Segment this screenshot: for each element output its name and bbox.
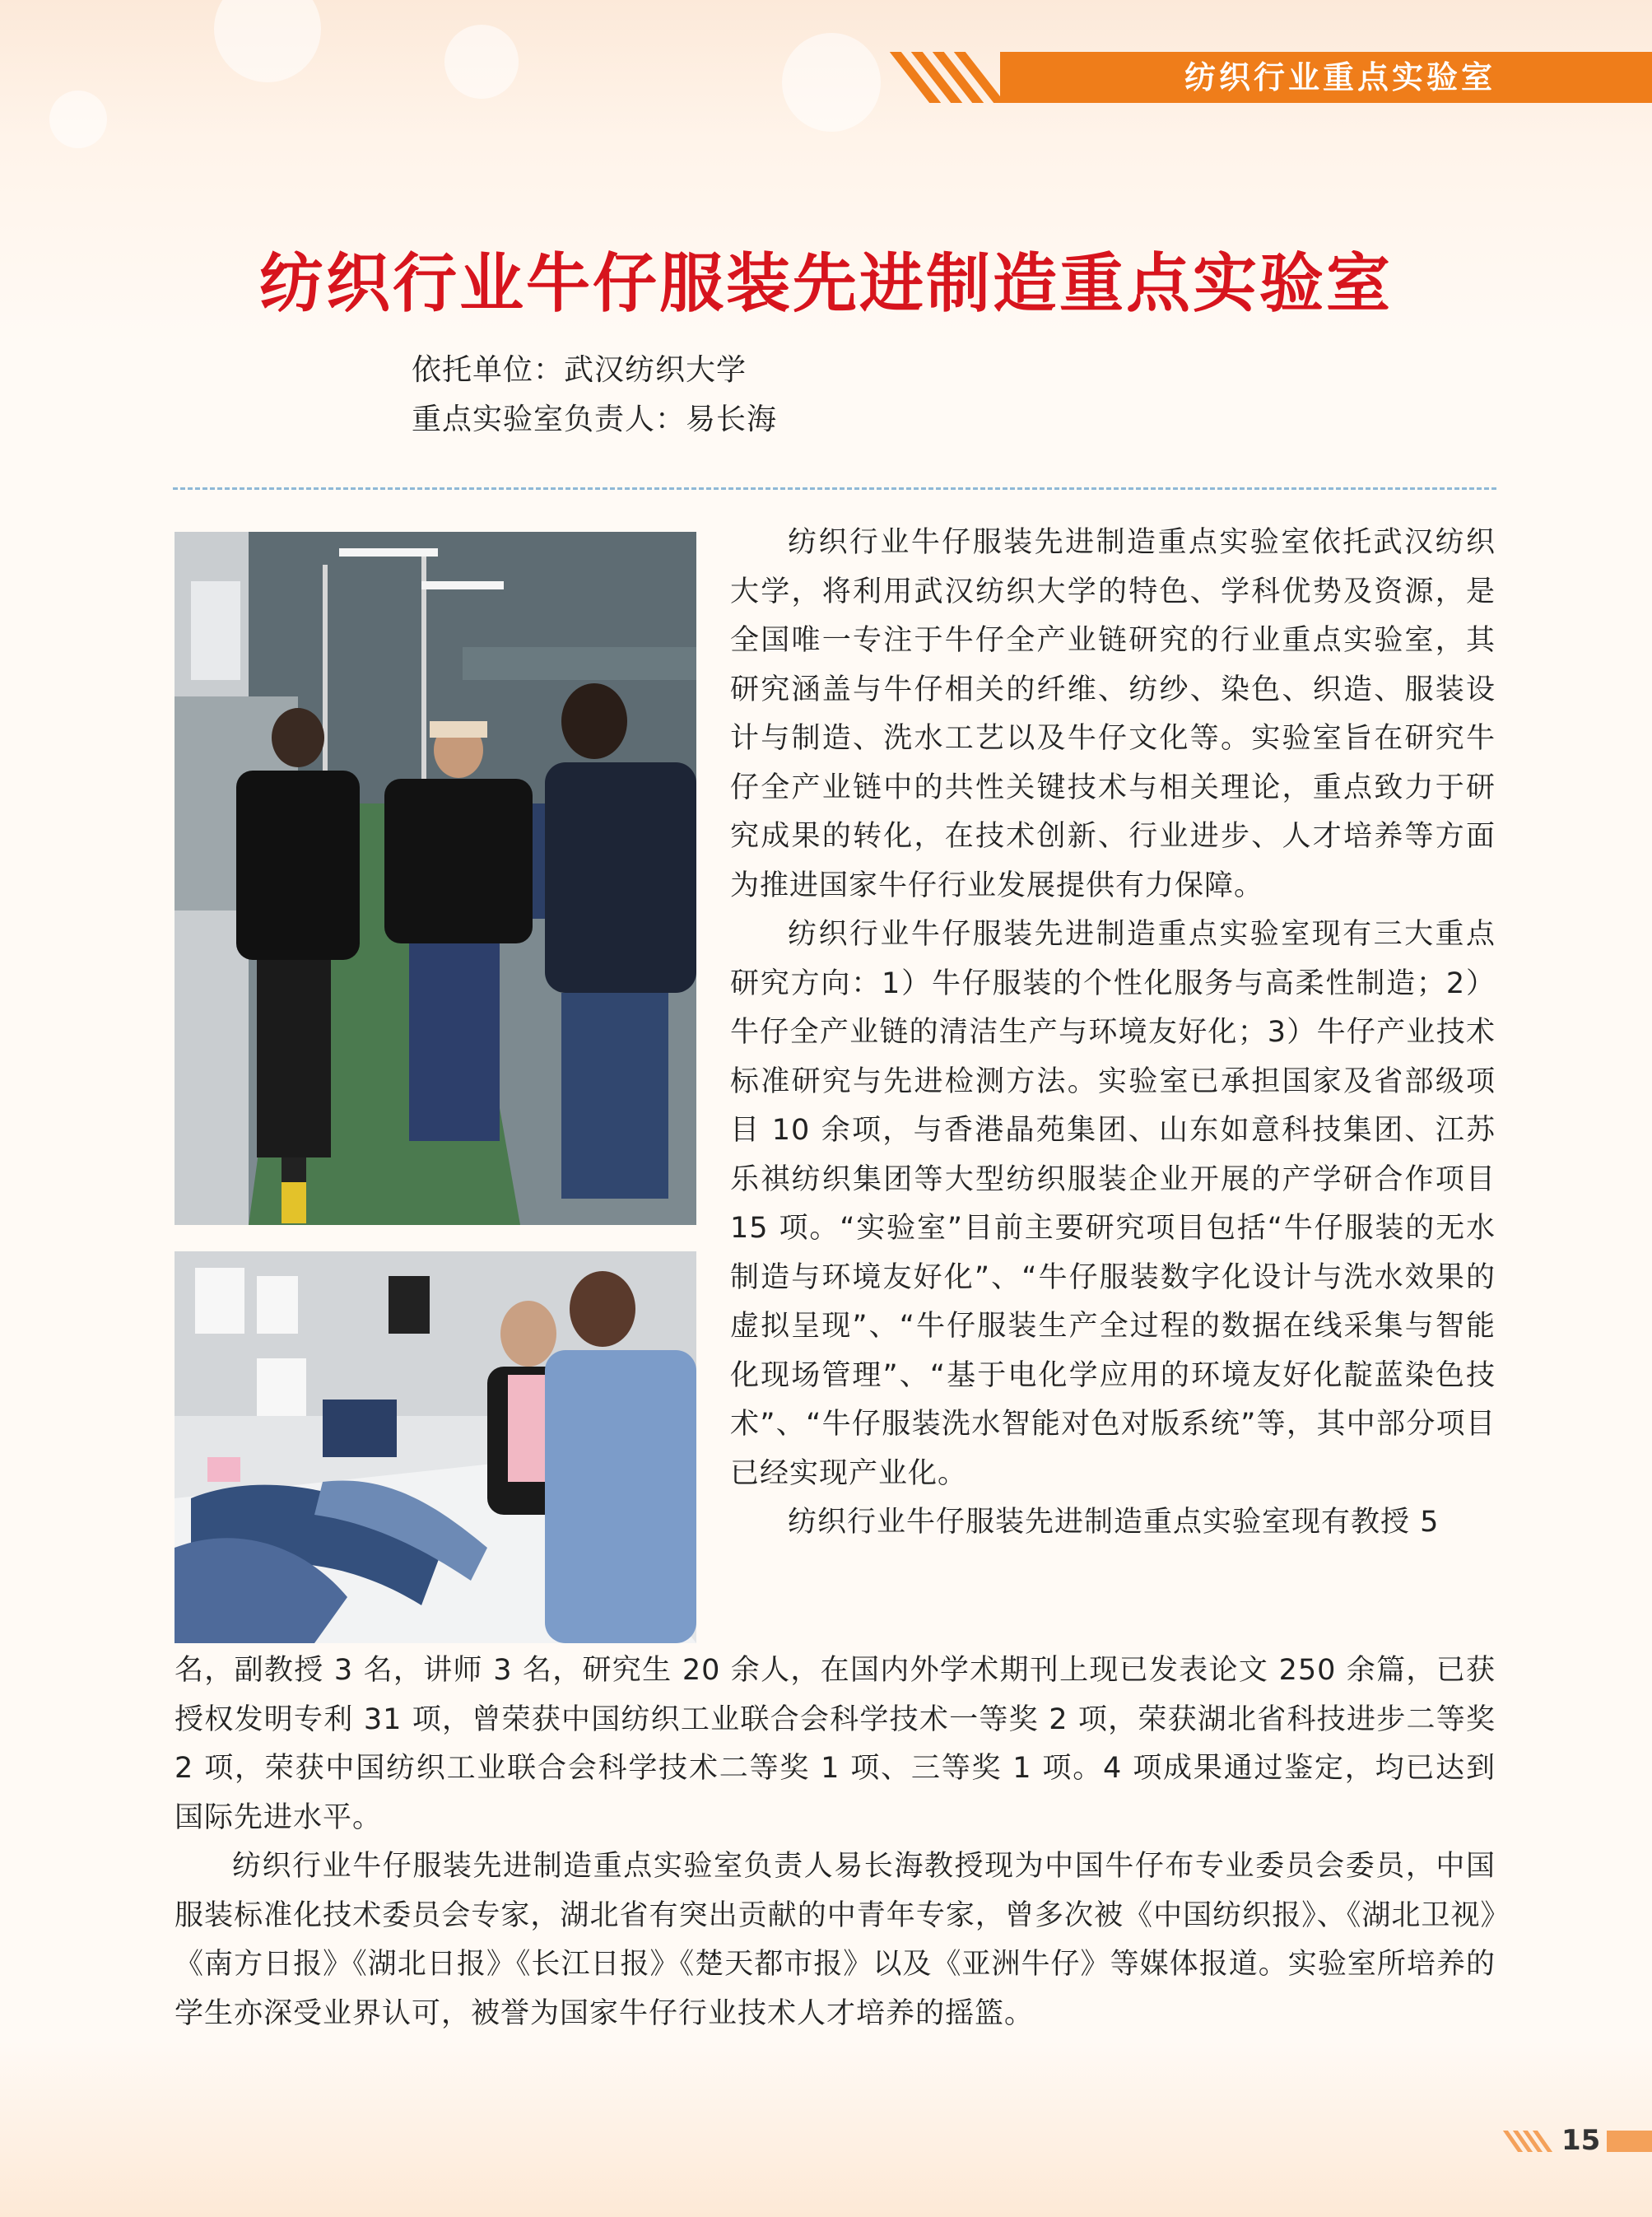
host-unit: 依托单位：武汉纺织大学 [412, 353, 747, 387]
lab-director: 重点实验室负责人：易长海 [412, 403, 778, 436]
dashed-divider [173, 487, 1496, 490]
page-number: 15 [1561, 2124, 1601, 2157]
body-paragraph-4: 纺织行业牛仔服装先进制造重点实验室负责人易长海教授现为中国牛仔布专业委员会委员，中国服装标准化技术委员会专家，湖北省有突出贡献的中青年专家，曾多次被《中国纺织报》、《湖北卫视》《南方日报》《湖北日报》《长江日报》《楚天都市报》以及《亚洲牛仔》等媒体报道。实验室所培养的学生亦深受业界认可，被誉为国家牛仔行业技术人才培养的摇篮。 [175, 1850, 1496, 2030]
article-body-full [175, 1646, 1496, 2038]
bokeh-decoration [214, 0, 321, 82]
section-banner [893, 52, 1652, 103]
body-paragraph-1: 纺织行业牛仔服装先进制造重点实验室依托武汉纺织大学，将利用武汉纺织大学的特色、学科优势及资源，是全国唯一专注于牛仔全产业链研究的行业重点实验室，其研究涵盖与牛仔相关的纤维、纺纱、染色、织造、服装设计与制造、洗水工艺以及牛仔文化等。实验室旨在研究牛仔全产业链中的共性关键技术与相关理论，重点致力于研究成果的转化，在技术创新、行业进步、人才培养等方面为推进国家牛仔行业发展提供有力保障。 [730, 526, 1496, 902]
page-footer [1504, 2124, 1652, 2157]
body-paragraph-3-cont: 名，副教授 3 名，讲师 3 名，研究生 20 余人，在国内外学术期刊上现已发表论文 250 余篇，已获授权发明专利 31 项，曾荣获中国纺织工业联合会科学技术一等奖 2 项，荣获湖北省科技进步二等奖 2 项，荣获中国纺织工业联合会科学技术二等奖 1 项、三等奖 1 项。4 项成果通过鉴定，均已达到国际先进水平。 [175, 1654, 1496, 1834]
jeans-inspection-photo [175, 1251, 696, 1643]
bokeh-decoration [49, 91, 107, 148]
footer-strip [1607, 2131, 1652, 2152]
article-title: 纺织行业牛仔服装先进制造重点实验室 [258, 247, 1393, 321]
article-body-column [730, 519, 1496, 1548]
bokeh-decoration [782, 33, 881, 132]
body-paragraph-2: 纺织行业牛仔服装先进制造重点实验室现有三大重点研究方向：1）牛仔服装的个性化服务与高柔性制造；2）牛仔全产业链的清洁生产与环境友好化；3）牛仔产业技术标准研究与先进检测方法。实验室已承担国家及省部级项目 10 余项，与香港晶苑集团、山东如意科技集团、江苏乐祺纺织集团等大型纺织服装企业开展的产学研合作项目 15 项。“实验室”目前主要研究项目包括“牛仔服装的无水制造与环境友好化”、“牛仔服装数字化设计与洗水效果的虚拟呈现”、“牛仔服装生产全过程的数据在线采集与智能化现场管理”、“基于电化学应用的环境友好化靛蓝染色技术”、“牛仔服装洗水智能对色对版系统”等，其中部分项目已经实现产业化。 [730, 918, 1496, 1490]
bokeh-decoration [444, 25, 519, 99]
factory-visit-photo [175, 532, 696, 1225]
body-paragraph-3-start: 纺织行业牛仔服装先进制造重点实验室现有教授 5 [788, 1506, 1440, 1539]
section-label: 纺织行业重点实验室 [1184, 59, 1496, 95]
